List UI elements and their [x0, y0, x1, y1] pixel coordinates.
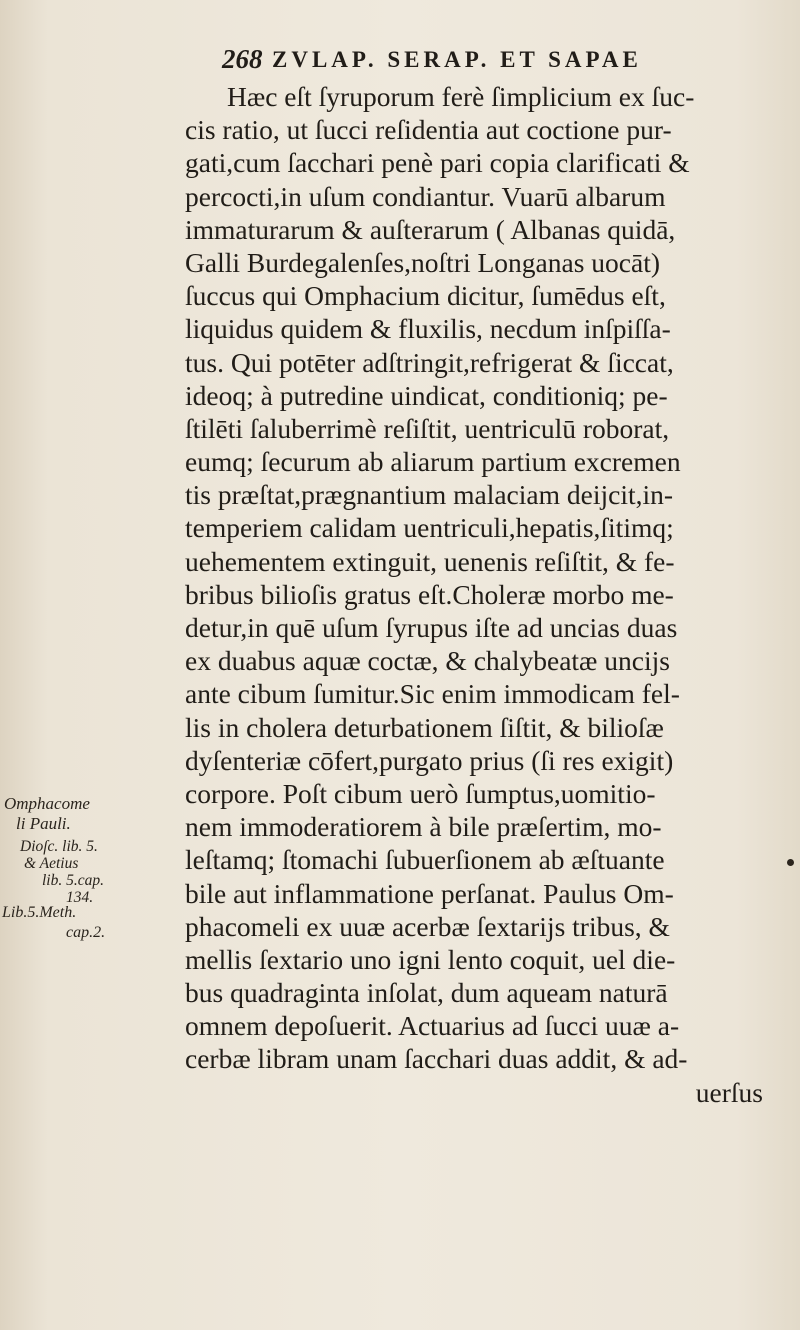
page-number: 268	[222, 44, 263, 74]
text-line: ſuccus qui Omphacium dicitur, ſumēdus eſt,	[185, 280, 666, 312]
margin-note-line: lib. 5.cap.	[42, 872, 104, 889]
text-line: nem immoderatiorem à bile præſertim, mo-	[185, 811, 662, 843]
text-line: Galli Burdegalenſes,noſtri Longanas uocāt)	[185, 246, 660, 278]
text-line: mellis ſextario uno igni lento coquit, uel die-	[185, 943, 676, 975]
text-line: lis in cholera deturbationem ſiſtit, & bilioſæ	[185, 711, 664, 743]
catchword: uerſus	[695, 1076, 763, 1108]
text-line: bribus bilioſis gratus eſt.Choleræ morbo me-	[185, 578, 674, 610]
text-line: liquidus quidem & fluxilis, necdum inſpiſſa-	[185, 313, 671, 345]
text-line: cis ratio, ut ſucci reſidentia aut coctione pur-	[185, 114, 672, 146]
margin-note-line: cap.2.	[66, 924, 106, 941]
text-line: dyſenteriæ cōfert,purgato prius (ſi res exigit)	[185, 744, 674, 776]
text-line: temperiem calidam uentriculi,hepatis,ſitimq;	[185, 512, 674, 544]
text-line: omnem depoſuerit. Actuarius ad ſucci uuæ a-	[185, 1010, 680, 1042]
text-line: ideoq; à putredine uindicat, conditioniq; pe-	[185, 379, 668, 411]
running-title: ZVLAP. SERAP. ET SAPAE	[272, 47, 642, 72]
text-line: Hæc eſt ſyruporum ferè ſimplicium ex ſuc-	[227, 81, 695, 112]
running-head	[222, 44, 782, 84]
text-line: ex duabus aquæ coctæ, & chalybeatæ uncijs	[185, 645, 670, 677]
text-line: cerbæ libram unam ſacchari duas addit, & ad-	[185, 1043, 688, 1075]
text-line: corpore. Poſt cibum uerò ſumptus,uomitio-	[185, 777, 656, 809]
text-line: bus quadraginta inſolat, dum aqueam naturā	[185, 977, 668, 1009]
text-line: bile aut inflammatione perſanat. Paulus Om-	[185, 877, 674, 909]
text-line: percocti,in uſum condiantur. Vuarū albarum	[185, 180, 666, 212]
margin-note-dioscorides	[20, 838, 104, 906]
ink-dot-mark	[787, 859, 794, 866]
text-line: ſtilēti ſaluberrimè reſiſtit, uentriculū roborat,	[185, 412, 670, 444]
margin-note-methodus	[2, 903, 105, 943]
margin-note-line: Dioſc. lib. 5.	[20, 838, 98, 855]
margin-note-line: 134.	[66, 889, 94, 906]
text-line: ante cibum ſumitur.Sic enim immodicam fel-	[185, 678, 680, 710]
main-text-block	[185, 80, 785, 1109]
text-line: tis præſtat,prægnantium malaciam deijcit,in-	[185, 479, 674, 511]
text-line: eumq; ſecurum ab aliarum partium excremen	[185, 446, 681, 478]
margin-note-omphacomeli	[4, 794, 90, 834]
text-line: detur,in quē uſum ſyrupus iſte ad uncias duas	[185, 612, 678, 643]
text-line: leſtamq; ſtomachi ſubuerſionem ab æſtuante	[185, 844, 665, 876]
margin-note-line: Omphacome	[4, 794, 90, 813]
margin-note-line: li Pauli.	[16, 814, 71, 833]
text-line: phacomeli ex uuæ acerbæ ſextarijs tribus, &	[185, 910, 670, 942]
margin-note-line: Lib.5.Meth.	[2, 904, 77, 921]
text-line: tus. Qui potēter adſtringit,refrigerat & ſiccat,	[185, 346, 674, 378]
margin-note-line: & Aetius	[24, 855, 79, 872]
text-line: immaturarum & auſterarum ( Albanas quidā,	[185, 213, 676, 245]
text-line: gati,cum ſacchari penè pari copia clarificati &	[185, 147, 690, 179]
text-line: uehementem extinguit, uenenis reſiſtit, & fe-	[185, 545, 675, 577]
